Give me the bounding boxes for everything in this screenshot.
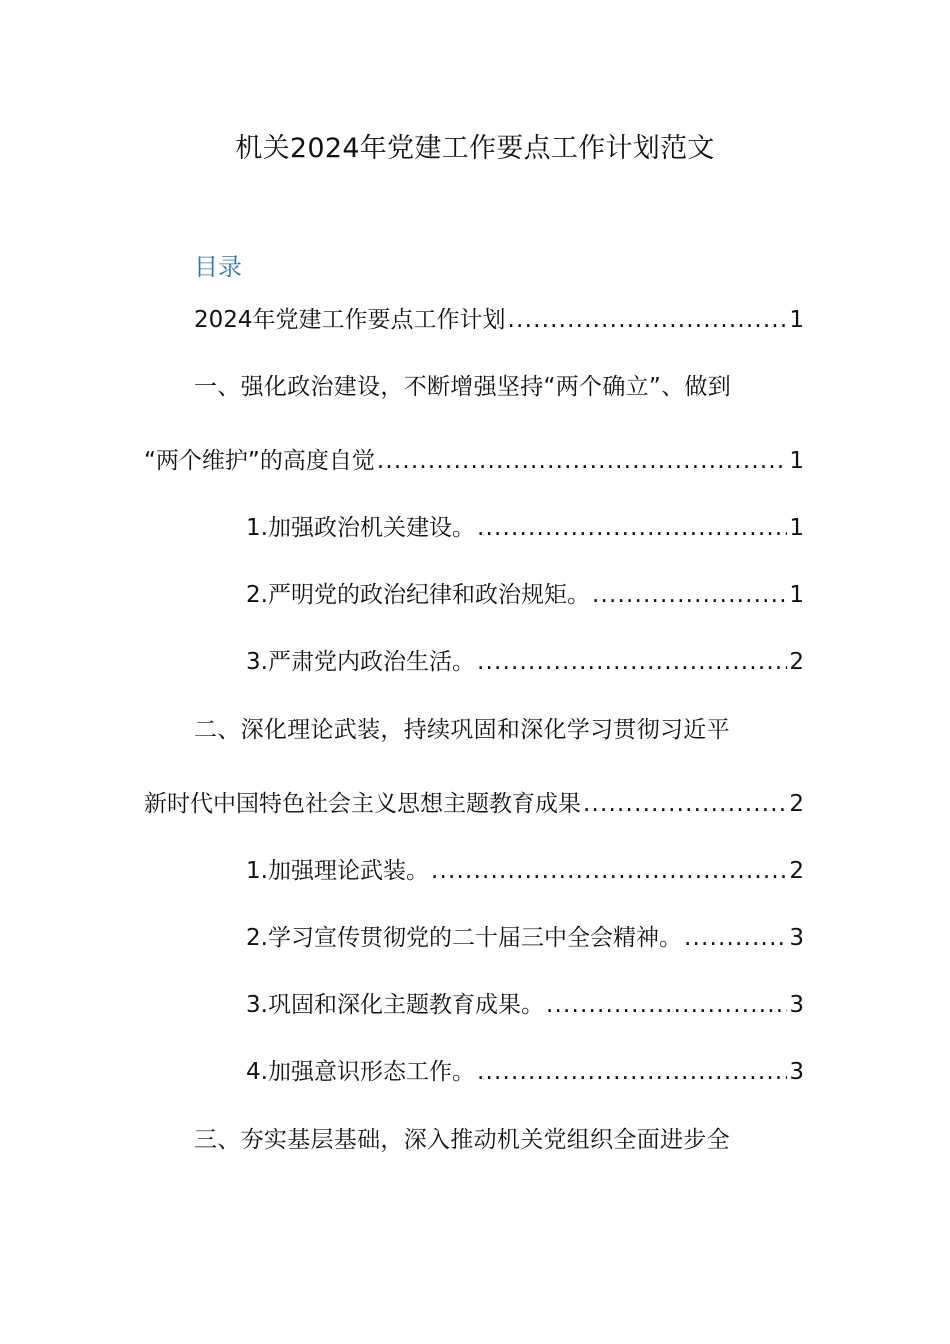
document-title: 机关2024年党建工作要点工作计划范文	[235, 133, 715, 164]
toc-dot-leader	[477, 508, 787, 548]
toc-entry[interactable]	[246, 508, 804, 548]
toc-dot-leader	[508, 300, 788, 340]
toc-entry[interactable]	[246, 918, 804, 958]
toc-entry-text: 4.加强意识形态工作。	[246, 1059, 475, 1085]
toc-page-number: 3	[789, 992, 804, 1018]
toc-entry[interactable]	[246, 1052, 804, 1092]
toc-entry-text: 新时代中国特色社会主义思想主题教育成果	[144, 791, 581, 817]
toc-page-number: 2	[789, 858, 804, 884]
toc-entry-line1[interactable]: 三、夯实基层基础，深入推动机关党组织全面进步全	[194, 1127, 730, 1153]
toc-page-number: 1	[789, 448, 804, 474]
toc-page-number: 2	[789, 791, 804, 817]
toc-dot-leader	[583, 784, 787, 824]
toc-dot-leader	[546, 985, 787, 1025]
toc-page-number: 3	[789, 925, 804, 951]
toc-page-number: 3	[789, 1059, 804, 1085]
toc-page-number: 1	[789, 307, 804, 333]
toc-page-number: 1	[789, 515, 804, 541]
toc-entry[interactable]	[144, 441, 804, 481]
toc-entry[interactable]	[246, 985, 804, 1025]
toc-dot-leader	[592, 575, 787, 615]
toc-entry[interactable]	[144, 784, 804, 824]
toc-heading[interactable]: 目录	[194, 253, 242, 281]
toc-entry[interactable]	[194, 300, 804, 340]
toc-entry-text: 2024年党建工作要点工作计划	[194, 307, 506, 333]
toc-dot-leader	[477, 1052, 787, 1092]
toc-page-number: 2	[789, 649, 804, 675]
toc-entry-line1[interactable]: 二、深化理论武装，持续巩固和深化学习贯彻习近平	[194, 717, 730, 743]
toc-dot-leader	[684, 918, 787, 958]
toc-entry-text: 3.巩固和深化主题教育成果。	[246, 992, 544, 1018]
toc-dot-leader	[477, 642, 787, 682]
toc-entry[interactable]	[246, 642, 804, 682]
toc-entry-text: 3.严肃党内政治生活。	[246, 649, 475, 675]
toc-entry-text: 1.加强政治机关建设。	[246, 515, 475, 541]
toc-entry[interactable]	[246, 851, 804, 891]
toc-entry-text: 2.严明党的政治纪律和政治规矩。	[246, 582, 590, 608]
toc-entry-line1[interactable]: 一、强化政治建设，不断增强坚持“两个确立”、做到	[194, 374, 732, 400]
toc-entry-text: 1.加强理论武装。	[246, 858, 429, 884]
toc-entry-text: 2.学习宣传贯彻党的二十届三中全会精神。	[246, 925, 682, 951]
toc-entry[interactable]	[246, 575, 804, 615]
toc-dot-leader	[431, 851, 787, 891]
toc-page-number: 1	[789, 582, 804, 608]
toc-dot-leader	[377, 441, 788, 481]
toc-entry-text: “两个维护”的高度自觉	[144, 448, 375, 474]
